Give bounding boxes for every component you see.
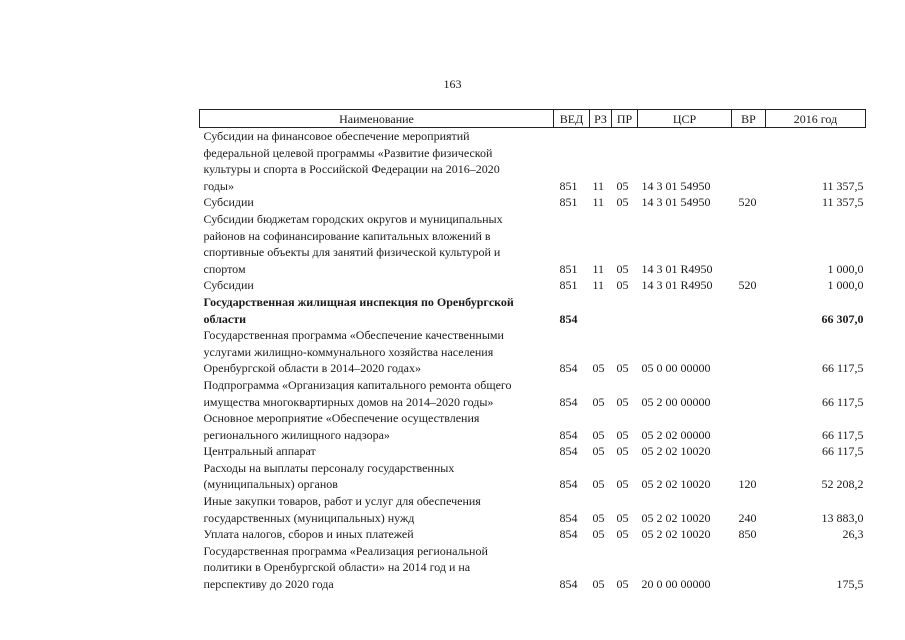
- row-name-line: культуры и спорта в Российской Федерации на 2016–2020: [203, 162, 500, 177]
- row-pr: 05: [616, 444, 629, 459]
- header-sum: 2016 год: [766, 110, 866, 128]
- row-ved: 854: [559, 444, 578, 459]
- row-ved: 854: [559, 527, 578, 542]
- row-name-line: районов на софинансирование капитальных вложений в: [203, 228, 491, 243]
- row-rz: 05: [592, 477, 605, 492]
- table-row: [200, 526, 866, 543]
- row-rz: 05: [592, 510, 605, 525]
- row-sum: 66 117,5: [821, 361, 864, 376]
- row-sum: 11 357,5: [821, 178, 864, 193]
- row-name: [200, 277, 554, 294]
- row-rz: 05: [592, 361, 605, 376]
- row-pr: 05: [616, 195, 629, 210]
- row-sum: 1 000,0: [827, 278, 864, 293]
- row-name: [200, 294, 554, 327]
- row-name-line: федеральной целевой программы «Развитие физической: [203, 145, 493, 160]
- table-row: [200, 277, 866, 294]
- header-vr: ВР: [732, 110, 766, 128]
- row-name-line: Подпрограмма «Организация капитального ремонта общего: [203, 377, 512, 392]
- row-rz: 11: [592, 278, 605, 293]
- row-csr: 05 0 00 00000: [641, 361, 711, 376]
- row-name-line: перспективу до 2020 года: [203, 577, 334, 592]
- row-pr: [612, 294, 638, 327]
- row-ved: 851: [559, 178, 578, 193]
- row-rz: 05: [592, 394, 605, 409]
- row-sum: 11 357,5: [821, 195, 864, 210]
- row-ved: 854: [559, 394, 578, 409]
- row-ved: 854: [559, 427, 578, 442]
- row-name-line: Государственная программа «Реализация региональной: [203, 543, 488, 558]
- table-row: [200, 543, 866, 593]
- row-rz: 11: [592, 261, 605, 276]
- table-header: [200, 110, 866, 128]
- row-ved: 851: [559, 261, 578, 276]
- row-name-line: имущества многоквартирных домов на 2014–2020 годы»: [203, 394, 494, 409]
- row-csr: 05 2 02 10020: [641, 510, 711, 525]
- table-body: [200, 128, 866, 593]
- row-name: [200, 460, 554, 493]
- row-ved: 854: [559, 577, 578, 592]
- row-name-line: спортивные объекты для занятий физической культурой и: [203, 245, 501, 260]
- table-row: [200, 194, 866, 211]
- row-name-line: годы»: [203, 178, 234, 193]
- row-name: [200, 194, 554, 211]
- row-ved: 851: [559, 195, 578, 210]
- row-pr: 05: [616, 361, 629, 376]
- row-name: [200, 526, 554, 543]
- header-name: Наименование: [200, 110, 554, 128]
- row-sum: 66 307,0: [821, 311, 864, 326]
- row-name: [200, 211, 554, 277]
- row-csr: 14 3 01 54950: [641, 195, 711, 210]
- row-name-line: Субсидии бюджетам городских округов и муниципальных: [203, 211, 503, 226]
- row-name: [200, 493, 554, 526]
- row-pr: 05: [616, 261, 629, 276]
- row-sum: 66 117,5: [821, 427, 864, 442]
- row-name-line: Центральный аппарат: [203, 444, 316, 459]
- row-name-line: (муниципальных) органов: [203, 477, 338, 492]
- row-rz: [590, 294, 612, 327]
- row-vr: 850: [738, 527, 757, 542]
- row-csr: 14 3 01 R4950: [641, 261, 713, 276]
- table-row: [200, 410, 866, 443]
- row-csr: 14 3 01 R4950: [641, 278, 713, 293]
- budget-table: [199, 109, 866, 593]
- row-rz: 11: [592, 195, 605, 210]
- row-vr: 520: [738, 278, 757, 293]
- page-number: 163: [443, 77, 462, 91]
- row-vr: 120: [738, 477, 757, 492]
- row-csr: 20 0 00 00000: [641, 577, 711, 592]
- row-csr: 05 2 02 10020: [641, 477, 711, 492]
- row-name-line: Субсидии: [203, 195, 254, 210]
- row-rz: 11: [592, 178, 605, 193]
- row-ved: 854: [559, 477, 578, 492]
- row-name-line: услугами жилищно-коммунального хозяйства населения: [203, 344, 494, 359]
- row-sum: 1 000,0: [827, 261, 864, 276]
- row-name: [200, 377, 554, 410]
- row-ved: 851: [559, 278, 578, 293]
- row-pr: 05: [616, 477, 629, 492]
- row-vr: [732, 410, 766, 443]
- row-name-line: спортом: [203, 261, 246, 276]
- row-name-line: Иные закупки товаров, работ и услуг для обеспечения: [203, 494, 481, 509]
- row-pr: 05: [616, 527, 629, 542]
- header-pr: ПР: [612, 110, 638, 128]
- table-row: [200, 493, 866, 526]
- row-sum: 66 117,5: [821, 444, 864, 459]
- row-vr: [732, 543, 766, 593]
- row-name-line: регионального жилищного надзора»: [203, 427, 390, 442]
- row-csr: 05 2 00 00000: [641, 394, 711, 409]
- row-ved: 854: [559, 510, 578, 525]
- row-vr: 240: [738, 510, 757, 525]
- row-vr: 520: [738, 195, 757, 210]
- row-ved: 854: [559, 361, 578, 376]
- header-row: [200, 110, 866, 128]
- row-csr: 05 2 02 00000: [641, 427, 711, 442]
- row-name-line: Основное мероприятие «Обеспечение осуществления: [203, 411, 480, 426]
- row-name: [200, 327, 554, 377]
- row-sum: 52 208,2: [821, 477, 864, 492]
- row-vr: [732, 211, 766, 277]
- table-row: [200, 443, 866, 460]
- row-pr: 05: [616, 178, 629, 193]
- row-csr: 05 2 02 10020: [641, 444, 711, 459]
- row-name-line: Оренбургской области в 2014–2020 годах»: [203, 361, 421, 376]
- row-csr: 05 2 02 10020: [641, 527, 711, 542]
- row-name-line: политики в Оренбургской области» на 2014 год и на: [203, 560, 471, 575]
- row-name-line: Субсидии: [203, 278, 254, 293]
- header-csr: ЦСР: [638, 110, 732, 128]
- table-row: [200, 128, 866, 195]
- row-sum: 13 883,0: [821, 510, 864, 525]
- row-pr: 05: [616, 427, 629, 442]
- row-rz: 05: [592, 444, 605, 459]
- row-name-line: области: [203, 311, 247, 326]
- row-pr: 05: [616, 577, 629, 592]
- row-pr: 05: [616, 510, 629, 525]
- row-csr: [638, 294, 732, 327]
- row-name: [200, 128, 554, 195]
- row-vr: [732, 128, 766, 195]
- table-row: [200, 460, 866, 493]
- row-pr: 05: [616, 394, 629, 409]
- row-ved: 854: [559, 311, 578, 326]
- row-vr: [732, 294, 766, 327]
- row-name-line: Уплата налогов, сборов и иных платежей: [203, 527, 414, 542]
- row-vr: [732, 443, 766, 460]
- row-rz: 05: [592, 527, 605, 542]
- row-vr: [732, 377, 766, 410]
- table-row: [200, 377, 866, 410]
- row-pr: 05: [616, 278, 629, 293]
- row-name-line: государственных (муниципальных) нужд: [203, 510, 415, 525]
- table-row: [200, 294, 866, 327]
- row-csr: 14 3 01 54950: [641, 178, 711, 193]
- row-vr: [732, 327, 766, 377]
- header-rz: РЗ: [590, 110, 612, 128]
- table-row: [200, 327, 866, 377]
- row-name: [200, 543, 554, 593]
- row-rz: 05: [592, 427, 605, 442]
- row-name-line: Государственная программа «Обеспечение качественными: [203, 328, 504, 343]
- row-name-line: Субсидии на финансовое обеспечение мероприятий: [203, 129, 470, 143]
- row-name: [200, 443, 554, 460]
- row-sum: 26,3: [842, 527, 864, 542]
- row-rz: 05: [592, 577, 605, 592]
- row-name-line: Расходы на выплаты персоналу государственных: [203, 460, 455, 475]
- header-ved: ВЕД: [554, 110, 590, 128]
- table-row: [200, 211, 866, 277]
- row-sum: 66 117,5: [821, 394, 864, 409]
- row-name-line: Государственная жилищная инспекция по Оренбургской: [203, 294, 514, 309]
- row-name: [200, 410, 554, 443]
- row-sum: 175,5: [836, 577, 864, 592]
